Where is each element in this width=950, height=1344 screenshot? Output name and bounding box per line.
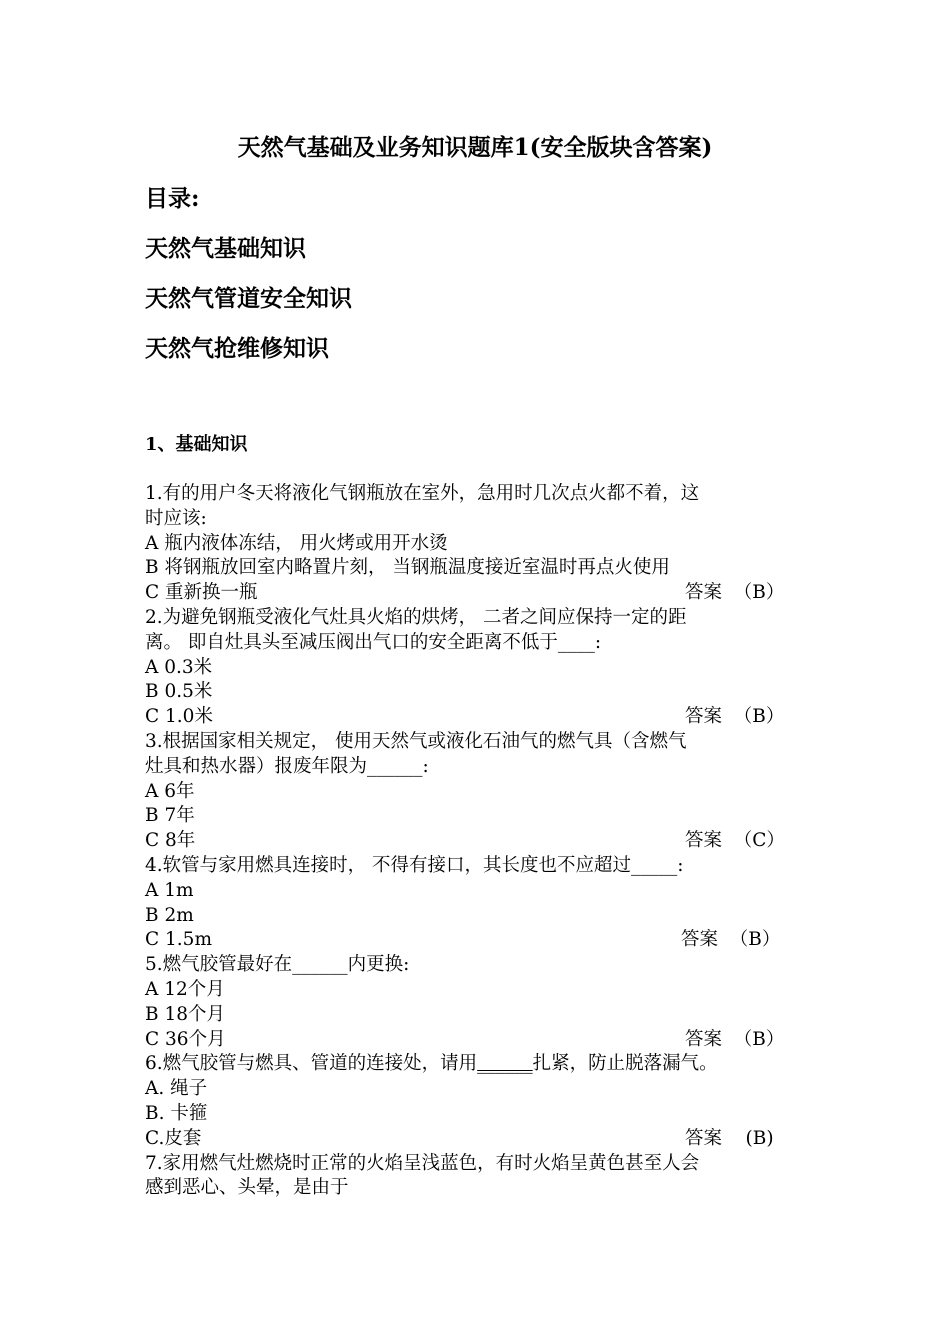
q6-option-b: B. 卡箍 xyxy=(145,1102,208,1124)
q6-option-a: A. 绳子 xyxy=(145,1078,208,1100)
page-title: 天然气基础及业务知识题库1(安全版块含答案) xyxy=(237,134,713,161)
q1-stem-line2: 时应该: xyxy=(145,507,207,529)
q6-blank: ______ xyxy=(477,1053,533,1075)
question-list xyxy=(145,482,810,1201)
q2-stem-line2: 离。 即自灶具头至减压阀出气口的安全距离不低于____: xyxy=(145,631,602,653)
q2-option-a: A 0.3米 xyxy=(145,656,213,678)
q4-option-c: C 1.5m 答案 （B） xyxy=(145,928,810,953)
q4-option-b: B 2m xyxy=(145,904,194,926)
q4-stem: 4.软管与家用燃具连接时， 不得有接口，其长度也不应超过_____: xyxy=(145,854,684,876)
q1-stem-line1: 1.有的用户冬天将液化气钢瓶放在室外，急用时几次点火都不着，这 xyxy=(145,483,700,504)
q1-option-a: A 瓶内液体冻结， 用火烤或用开水烫 xyxy=(145,532,448,554)
q5-answer: 答案 （B） xyxy=(685,1028,785,1050)
q3-option-a: A 6年 xyxy=(145,780,195,802)
q1-option-b: B 将钢瓶放回室内略置片刻， 当钢瓶温度接近室温时再点火使用 xyxy=(145,557,670,579)
q6-stem: 6.燃气胶管与燃具、管道的连接处，请用______扎紧，防止脱落漏气。 xyxy=(145,1053,718,1075)
q4-answer: 答案 （B） xyxy=(681,929,781,951)
q3-option-c: C 8年 答案 （C） xyxy=(145,829,810,854)
q5-stem: 5.燃气胶管最好在______内更换: xyxy=(145,954,410,976)
q2-answer: 答案 （B） xyxy=(685,706,785,728)
q4-option-a: A 1m xyxy=(145,879,194,901)
q5-option-c: C 36个月 答案 （B） xyxy=(145,1028,810,1053)
q3-option-b: B 7年 xyxy=(145,805,195,827)
q1-answer: 答案 （B） xyxy=(685,582,785,604)
q3-stem-line2: 灶具和热水器）报废年限为______: xyxy=(145,755,429,777)
q7-stem-line2: 感到恶心、头晕，是由于 xyxy=(145,1177,349,1199)
q2-option-b: B 0.5米 xyxy=(145,681,213,703)
q5-option-b: B 18个月 xyxy=(145,1003,226,1025)
q3-answer: 答案 （C） xyxy=(685,830,785,852)
q2-stem-line1: 2.为避免钢瓶受液化气灶具火焰的烘烤， 二者之间应保持一定的距 xyxy=(145,606,687,628)
q6-answer: 答案 (B) xyxy=(685,1127,774,1149)
q5-option-a: A 12个月 xyxy=(145,978,225,1000)
section-title: 1、基础知识 xyxy=(145,434,248,455)
q6-option-c: C.皮套 答案 (B) xyxy=(145,1127,810,1152)
toc-item-repair: 天然气抢维修知识 xyxy=(145,335,329,362)
q1-option-c: C 重新换一瓶 答案 （B） xyxy=(145,581,810,606)
q7-stem-line1: 7.家用燃气灶燃烧时正常的火焰呈浅蓝色，有时火焰呈黄色甚至人会 xyxy=(145,1152,700,1174)
q2-option-c: C 1.0米 答案 （B） xyxy=(145,705,810,730)
toc-label: 目录: xyxy=(145,185,200,212)
toc-item-pipeline-safety: 天然气管道安全知识 xyxy=(145,285,352,312)
q3-stem-line1: 3.根据国家相关规定， 使用天然气或液化石油气的燃气具（含燃气 xyxy=(145,730,687,752)
toc-item-basics: 天然气基础知识 xyxy=(145,235,306,262)
